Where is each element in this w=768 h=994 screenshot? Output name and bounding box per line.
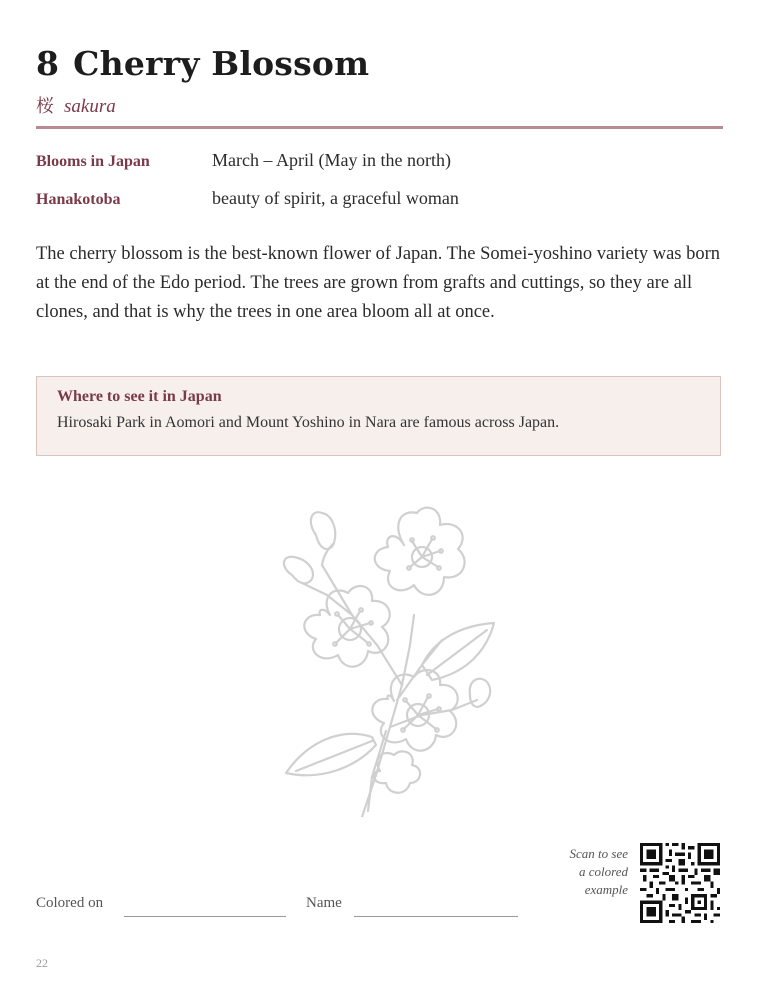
page-title [36,44,369,83]
kanji-name: 桜 [36,96,54,117]
romaji-name: sakura [64,96,116,117]
cherry-blossom-illustration-icon [272,505,504,817]
name-label: Name [306,895,342,911]
colored-on-line[interactable] [124,916,286,917]
title-divider [36,126,723,129]
fact-row-hanakotoba [36,188,723,226]
page-number: 22 [36,956,48,970]
scan-line: a colored [579,864,628,879]
scan-line: example [584,882,628,897]
scan-line: Scan to see [569,846,628,861]
scan-caption [518,845,628,899]
callout-title: Where to see it in Japan [57,388,222,405]
flower-name: Cherry Blossom [73,44,370,83]
fact-value: March – April (May in the north) [212,150,451,170]
description-paragraph: The cherry blossom is the best-known flower of Japan. The Somei-yoshino variety was born at the end of the Edo period. The trees are grown from grafts and cuttings, so they are all clones, and that is why the trees in one area bloom all at once. [36,244,721,322]
where-to-see-callout [36,376,721,456]
callout-text: Hirosaki Park in Aomori and Mount Yoshino in Nara are famous across Japan. [57,414,560,431]
colored-on-field [36,895,103,912]
colored-on-label: Colored on [36,895,104,911]
fact-value: beauty of spirit, a graceful woman [212,188,459,208]
fact-label: Hanakotoba [36,191,121,208]
name-line[interactable] [354,916,518,917]
facts-table [36,150,723,226]
flower-number: 8 [36,44,60,83]
name-field [306,895,342,912]
flower-subtitle [36,92,116,118]
fact-label: Blooms in Japan [36,153,150,170]
fact-row-blooms [36,150,723,188]
qr-code-icon[interactable] [640,843,720,923]
